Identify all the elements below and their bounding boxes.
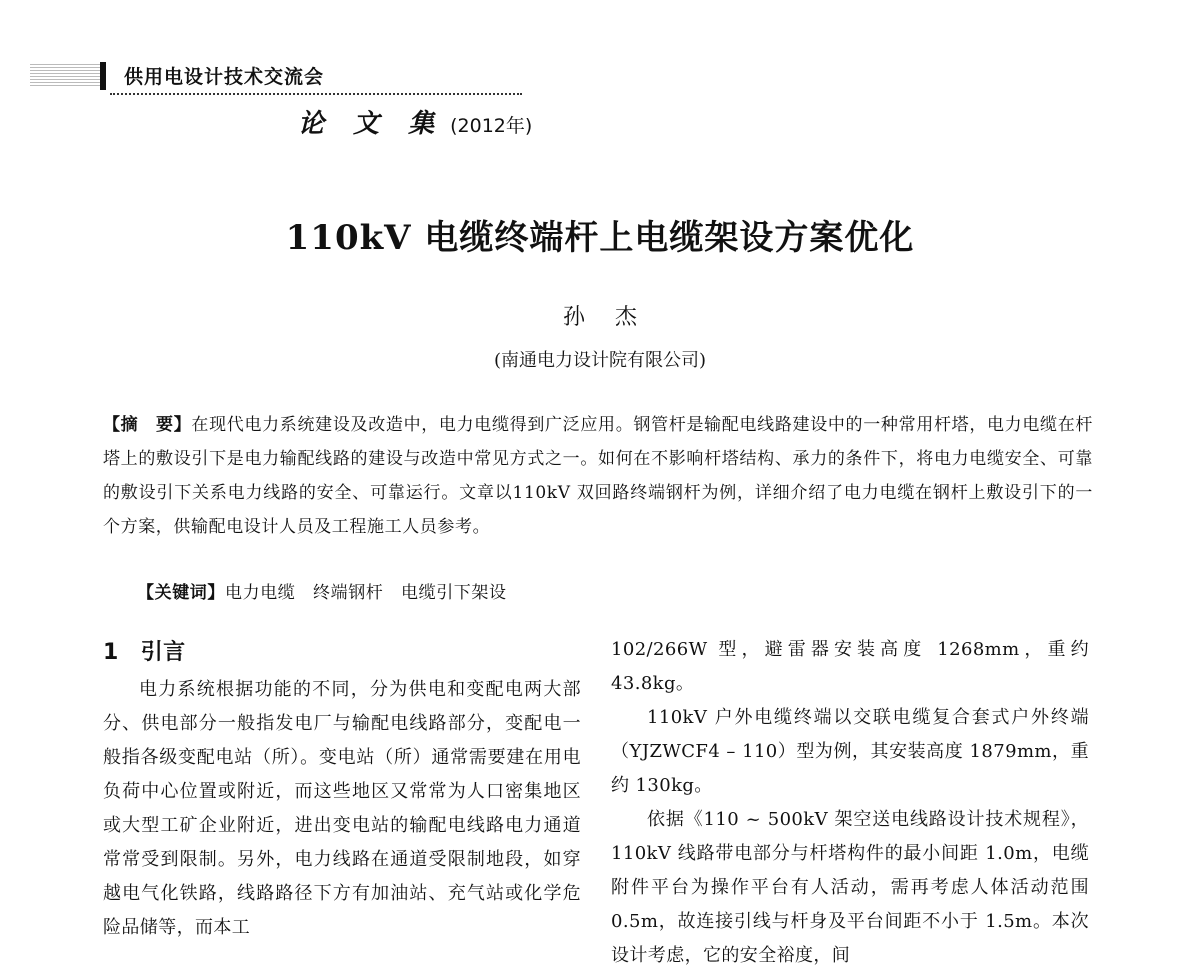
collection-title: 论 文 集 [298,109,445,139]
abstract-label: 【摘 要】 [103,415,192,435]
abstract [103,408,1093,544]
series-title: 供用电设计技术交流会 [124,66,325,88]
left-column [103,635,581,945]
collection-line [298,103,532,140]
keywords [137,576,507,610]
section-heading [103,635,581,671]
header-ornament [30,64,102,86]
right-paragraph-3: 依据《110 ~ 500kV 架空送电线路设计技术规程》，110kV 线路带电部分与杆塔构件的最小间距 1.0m，电缆附件平台为操作平台有人活动，需再考虑人体活动范围 0.5m，故连接引线与杆身及平台间距不小于 1.5m。本次设计考虑，它的安全裕度，间 [611,809,1089,966]
paper-title: 110kV 电缆终端杆上电缆架设方案优化 [285,218,915,258]
keywords-text: 电力电缆 终端钢杆 电缆引下架设 [225,583,507,603]
keywords-label: 【关键词】 [137,583,225,603]
right-column [611,633,1089,973]
header-divider [110,93,522,95]
right-paragraph-2: 110kV 户外电缆终端以交联电缆复合套式户外终端（YJZWCF4 – 110）型为例，其安装高度 1879mm，重约 130kg。 [611,707,1089,796]
paper-affiliation: (南通电力设计院有限公司) [493,350,707,371]
section-title: 引言 [140,640,186,665]
abstract-text: 在现代电力系统建设及改造中，电力电缆得到广泛应用。钢管杆是输配电线路建设中的一种常用杆塔，电力电缆在杆塔上的敷设引下是电力输配线路的建设与改造中常见方式之一。如何在不影响杆塔结构、承力的条件下，将电力电缆安全、可靠的敷设引下关系电力线路的安全、可靠运行。文章以110kV 双回路终端钢杆为例，详细介绍了电力电缆在钢杆上敷设引下的一个方案，供输配电设计人员及工程施工人员参考。 [103,415,1093,537]
right-paragraph-1: 102/266W 型，避雷器安装高度 1268mm，重约 43.8kg。 [611,639,1089,694]
section-paragraph: 电力系统根据功能的不同，分为供电和变配电两大部分、供电部分一般指发电厂与输配电线路部分，变配电一般指各级变配电站（所）。变电站（所）通常需要建在用电负荷中心位置或附近，而这些地区又常常为人口密集地区或大型工矿企业附近，进出变电站的输配电线路电力通道常常受到限制。另外，电力线路在通道受限制地段，如穿越电气化铁路，线路路径下方有加油站、充气站或化学危险品储等，而本工 [103,679,581,938]
collection-year: (2012年) [450,115,533,137]
paper-author: 孙杰 [562,305,667,330]
header-bar [100,62,106,90]
section-number: 1 [103,640,119,665]
